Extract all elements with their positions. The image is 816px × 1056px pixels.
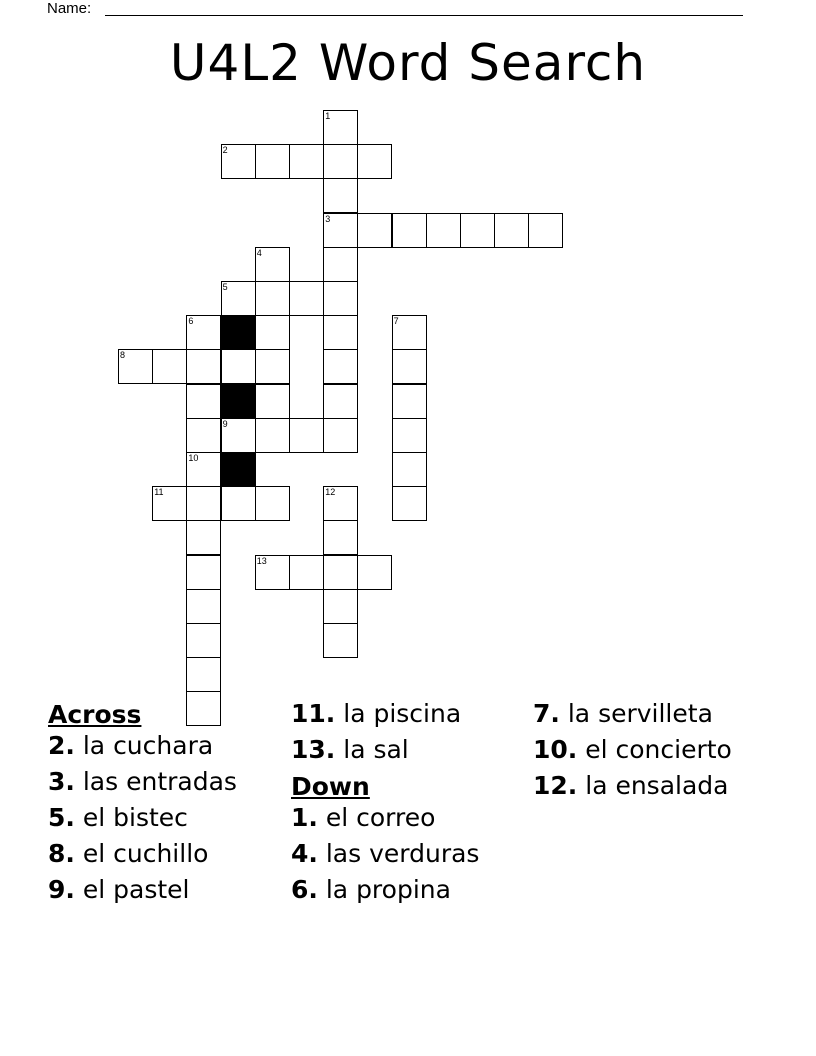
grid-cell[interactable]: [186, 418, 221, 453]
grid-cell[interactable]: [323, 384, 358, 419]
grid-block: [221, 384, 256, 419]
name-label: Name:: [47, 0, 92, 17]
grid-cell[interactable]: [323, 281, 358, 316]
clue-item-text: la cuchara: [74, 731, 214, 760]
grid-cell[interactable]: [426, 213, 461, 248]
clue-number: 9: [222, 418, 228, 429]
clue-item: [48, 840, 288, 868]
grid-cell[interactable]: [357, 555, 392, 590]
clue-item-number: 9.: [48, 875, 75, 904]
clue-item-text: el bistec: [74, 803, 188, 832]
clue-item-number: 3.: [48, 767, 75, 796]
clue-item-number: 13.: [291, 735, 336, 764]
grid-cell[interactable]: [323, 418, 358, 453]
grid-cell[interactable]: [221, 349, 256, 384]
clue-item-text: la propina: [317, 875, 451, 904]
grid-cell[interactable]: [255, 384, 290, 419]
grid-cell[interactable]: [323, 520, 358, 555]
grid-cell[interactable]: [255, 555, 290, 590]
grid-block: [221, 452, 256, 487]
grid-cell[interactable]: [323, 589, 358, 624]
clue-number: 4: [256, 247, 262, 258]
grid-cell[interactable]: [323, 623, 358, 658]
grid-block: [221, 315, 256, 350]
clue-item-text: el concierto: [577, 735, 732, 764]
grid-cell[interactable]: [221, 144, 256, 179]
clue-number: 11: [154, 487, 164, 498]
grid-cell[interactable]: [152, 486, 187, 521]
clue-item: [48, 804, 288, 832]
grid-cell[interactable]: [323, 315, 358, 350]
clue-item-number: 8.: [48, 839, 75, 868]
clue-item: [533, 772, 773, 800]
clue-item-text: el correo: [317, 803, 436, 832]
grid-cell[interactable]: [255, 418, 290, 453]
clue-item-text: las entradas: [74, 767, 237, 796]
clue-number: 5: [222, 282, 228, 292]
clue-number: 13: [256, 555, 267, 566]
grid-cell[interactable]: [323, 555, 358, 590]
grid-cell[interactable]: [186, 486, 221, 521]
clue-item: [291, 840, 531, 868]
grid-cell[interactable]: [255, 349, 290, 384]
grid-cell[interactable]: [221, 281, 256, 316]
grid-cell[interactable]: [323, 144, 358, 179]
grid-cell[interactable]: [323, 486, 358, 521]
clue-item: [48, 732, 288, 760]
grid-cell[interactable]: [392, 315, 427, 350]
grid-cell[interactable]: [289, 281, 324, 316]
down-heading: Down: [291, 772, 370, 801]
clue-column-2: [291, 700, 531, 912]
grid-cell[interactable]: [186, 315, 221, 350]
grid-cell[interactable]: [118, 349, 153, 384]
grid-cell[interactable]: [186, 555, 221, 590]
grid-cell[interactable]: [255, 144, 290, 179]
clue-number: 12: [325, 487, 336, 498]
grid-cell[interactable]: [494, 213, 529, 248]
grid-cell[interactable]: [323, 110, 358, 145]
clue-item: [291, 876, 531, 904]
grid-cell[interactable]: [186, 349, 221, 384]
clue-number: 1: [325, 111, 331, 121]
clue-number: 10: [188, 453, 199, 463]
grid-cell[interactable]: [323, 178, 358, 213]
clue-item: [48, 768, 288, 796]
grid-cell[interactable]: [186, 589, 221, 624]
clue-item-text: las verduras: [317, 839, 480, 868]
grid-cell[interactable]: [357, 144, 392, 179]
clue-item-number: 6.: [291, 875, 318, 904]
grid-cell[interactable]: [255, 486, 290, 521]
grid-cell[interactable]: [392, 452, 427, 487]
clue-item-number: 5.: [48, 803, 75, 832]
grid-cell[interactable]: [392, 418, 427, 453]
clue-item: [291, 736, 531, 764]
clue-item-text: la ensalada: [577, 771, 729, 800]
grid-cell[interactable]: [323, 213, 358, 248]
grid-cell[interactable]: [255, 247, 290, 282]
clue-number: 7: [393, 316, 399, 327]
clue-item-number: 1.: [291, 803, 318, 832]
grid-cell[interactable]: [186, 384, 221, 419]
clue-item-number: 10.: [533, 735, 578, 764]
clue-item: [48, 876, 288, 904]
clue-item-text: la sal: [335, 735, 409, 764]
clue-item-text: la piscina: [335, 699, 462, 728]
grid-cell[interactable]: [460, 213, 495, 248]
clue-item-number: 4.: [291, 839, 318, 868]
grid-cell[interactable]: [392, 349, 427, 384]
grid-cell[interactable]: [221, 486, 256, 521]
grid-cell[interactable]: [528, 213, 563, 248]
clue-number: 8: [120, 350, 126, 361]
clue-item-number: 7.: [533, 699, 560, 728]
clue-column-1: [48, 700, 288, 912]
clue-item: [533, 736, 773, 764]
grid-cell[interactable]: [392, 384, 427, 419]
grid-cell[interactable]: [221, 418, 256, 453]
grid-cell[interactable]: [186, 520, 221, 555]
clue-number: 2: [222, 145, 228, 156]
clue-item: [291, 804, 531, 832]
grid-cell[interactable]: [323, 247, 358, 282]
page-title: U4L2 Word Search: [169, 34, 647, 92]
grid-cell[interactable]: [289, 144, 324, 179]
clue-number: 6: [188, 316, 194, 327]
grid-cell[interactable]: [289, 418, 324, 453]
grid-cell[interactable]: [186, 657, 221, 692]
grid-cell[interactable]: [152, 349, 187, 384]
grid-cell[interactable]: [186, 623, 221, 658]
clue-item-text: la servilleta: [559, 699, 713, 728]
grid-cell[interactable]: [186, 452, 221, 487]
grid-cell[interactable]: [255, 315, 290, 350]
clue-item: [291, 700, 531, 728]
clue-item-number: 11.: [291, 699, 336, 728]
clue-column-3: [533, 700, 773, 808]
across-heading: Across: [48, 700, 142, 729]
clue-item-number: 12.: [533, 771, 578, 800]
grid-cell[interactable]: [289, 555, 324, 590]
clue-number: 3: [325, 213, 331, 224]
clue-item: [533, 700, 773, 728]
grid-cell[interactable]: [323, 349, 358, 384]
clue-item-number: 2.: [48, 731, 75, 760]
clue-item-text: el pastel: [74, 875, 190, 904]
clue-item-text: el cuchillo: [74, 839, 209, 868]
grid-cell[interactable]: [357, 213, 392, 248]
grid-cell[interactable]: [392, 213, 427, 248]
grid-cell[interactable]: [392, 486, 427, 521]
grid-cell[interactable]: [255, 281, 290, 316]
